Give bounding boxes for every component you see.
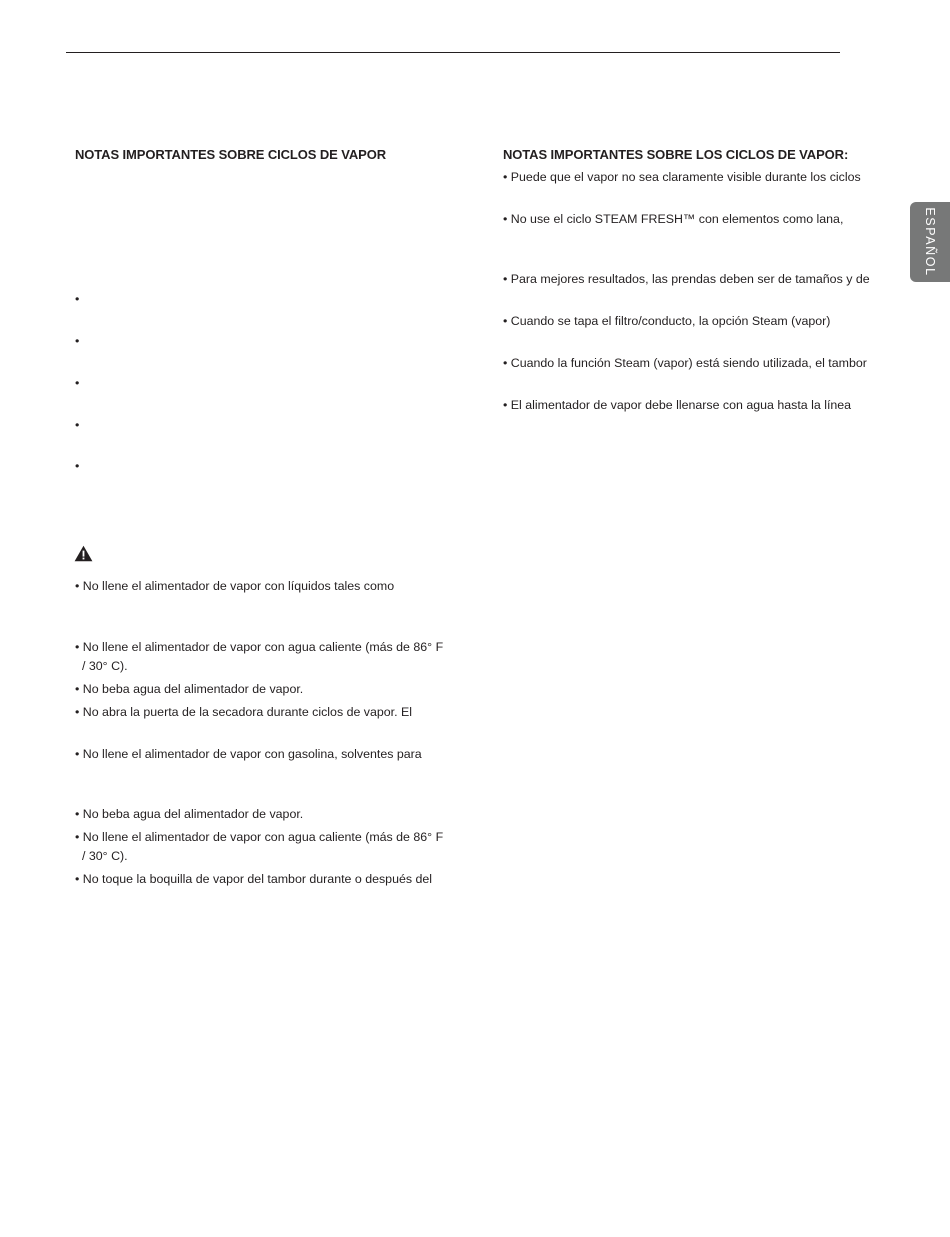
note-item: • Puede que el vapor no sea claramente visible durante los ciclos — [503, 170, 861, 184]
note-item: • Para mejores resultados, las prendas deben ser de tamaños y de — [503, 272, 870, 286]
warning-item: • No llene el alimentador de vapor con gasolina, solventes para — [75, 747, 422, 761]
warning-item: • No abra la puerta de la secadora durante ciclos de vapor. El — [75, 705, 413, 719]
warning-item-continuation: / 30° C). — [82, 849, 128, 863]
warning-item: • No toque la boquilla de vapor del tambor durante o después del — [75, 872, 433, 886]
note-item: • Cuando la función Steam (vapor) está siendo utilizada, el tambor — [503, 356, 867, 370]
note-item: • Cuando se tapa el filtro/conducto, la opción Steam (vapor) — [503, 314, 831, 328]
warning-triangle-icon — [74, 545, 93, 562]
warning-item: • No llene el alimentador de vapor con agua caliente (más de 86° F — [75, 640, 444, 654]
warning-item: • No beba agua del alimentador de vapor. — [75, 682, 304, 696]
empty-bullet: • — [75, 459, 80, 473]
warning-item-continuation: / 30° C). — [82, 659, 128, 673]
header-rule — [66, 52, 840, 53]
empty-bullet: • — [75, 292, 80, 306]
language-tab-label: ESPAÑOL — [923, 207, 937, 277]
empty-bullet: • — [75, 376, 80, 390]
language-side-tab — [910, 202, 950, 282]
note-item: • No use el ciclo STEAM FRESH™ con elementos como lana, — [503, 212, 844, 226]
right-heading: NOTAS IMPORTANTES SOBRE LOS CICLOS DE VAPOR: — [503, 147, 849, 162]
empty-bullet: • — [75, 418, 80, 432]
warning-item: • No llene el alimentador de vapor con líquidos tales como — [75, 579, 395, 593]
left-heading: NOTAS IMPORTANTES SOBRE CICLOS DE VAPOR — [75, 147, 387, 162]
note-item: • El alimentador de vapor debe llenarse con agua hasta la línea — [503, 398, 852, 412]
empty-bullet: • — [75, 334, 80, 348]
warning-item: • No beba agua del alimentador de vapor. — [75, 807, 304, 821]
warning-item: • No llene el alimentador de vapor con agua caliente (más de 86° F — [75, 830, 444, 844]
